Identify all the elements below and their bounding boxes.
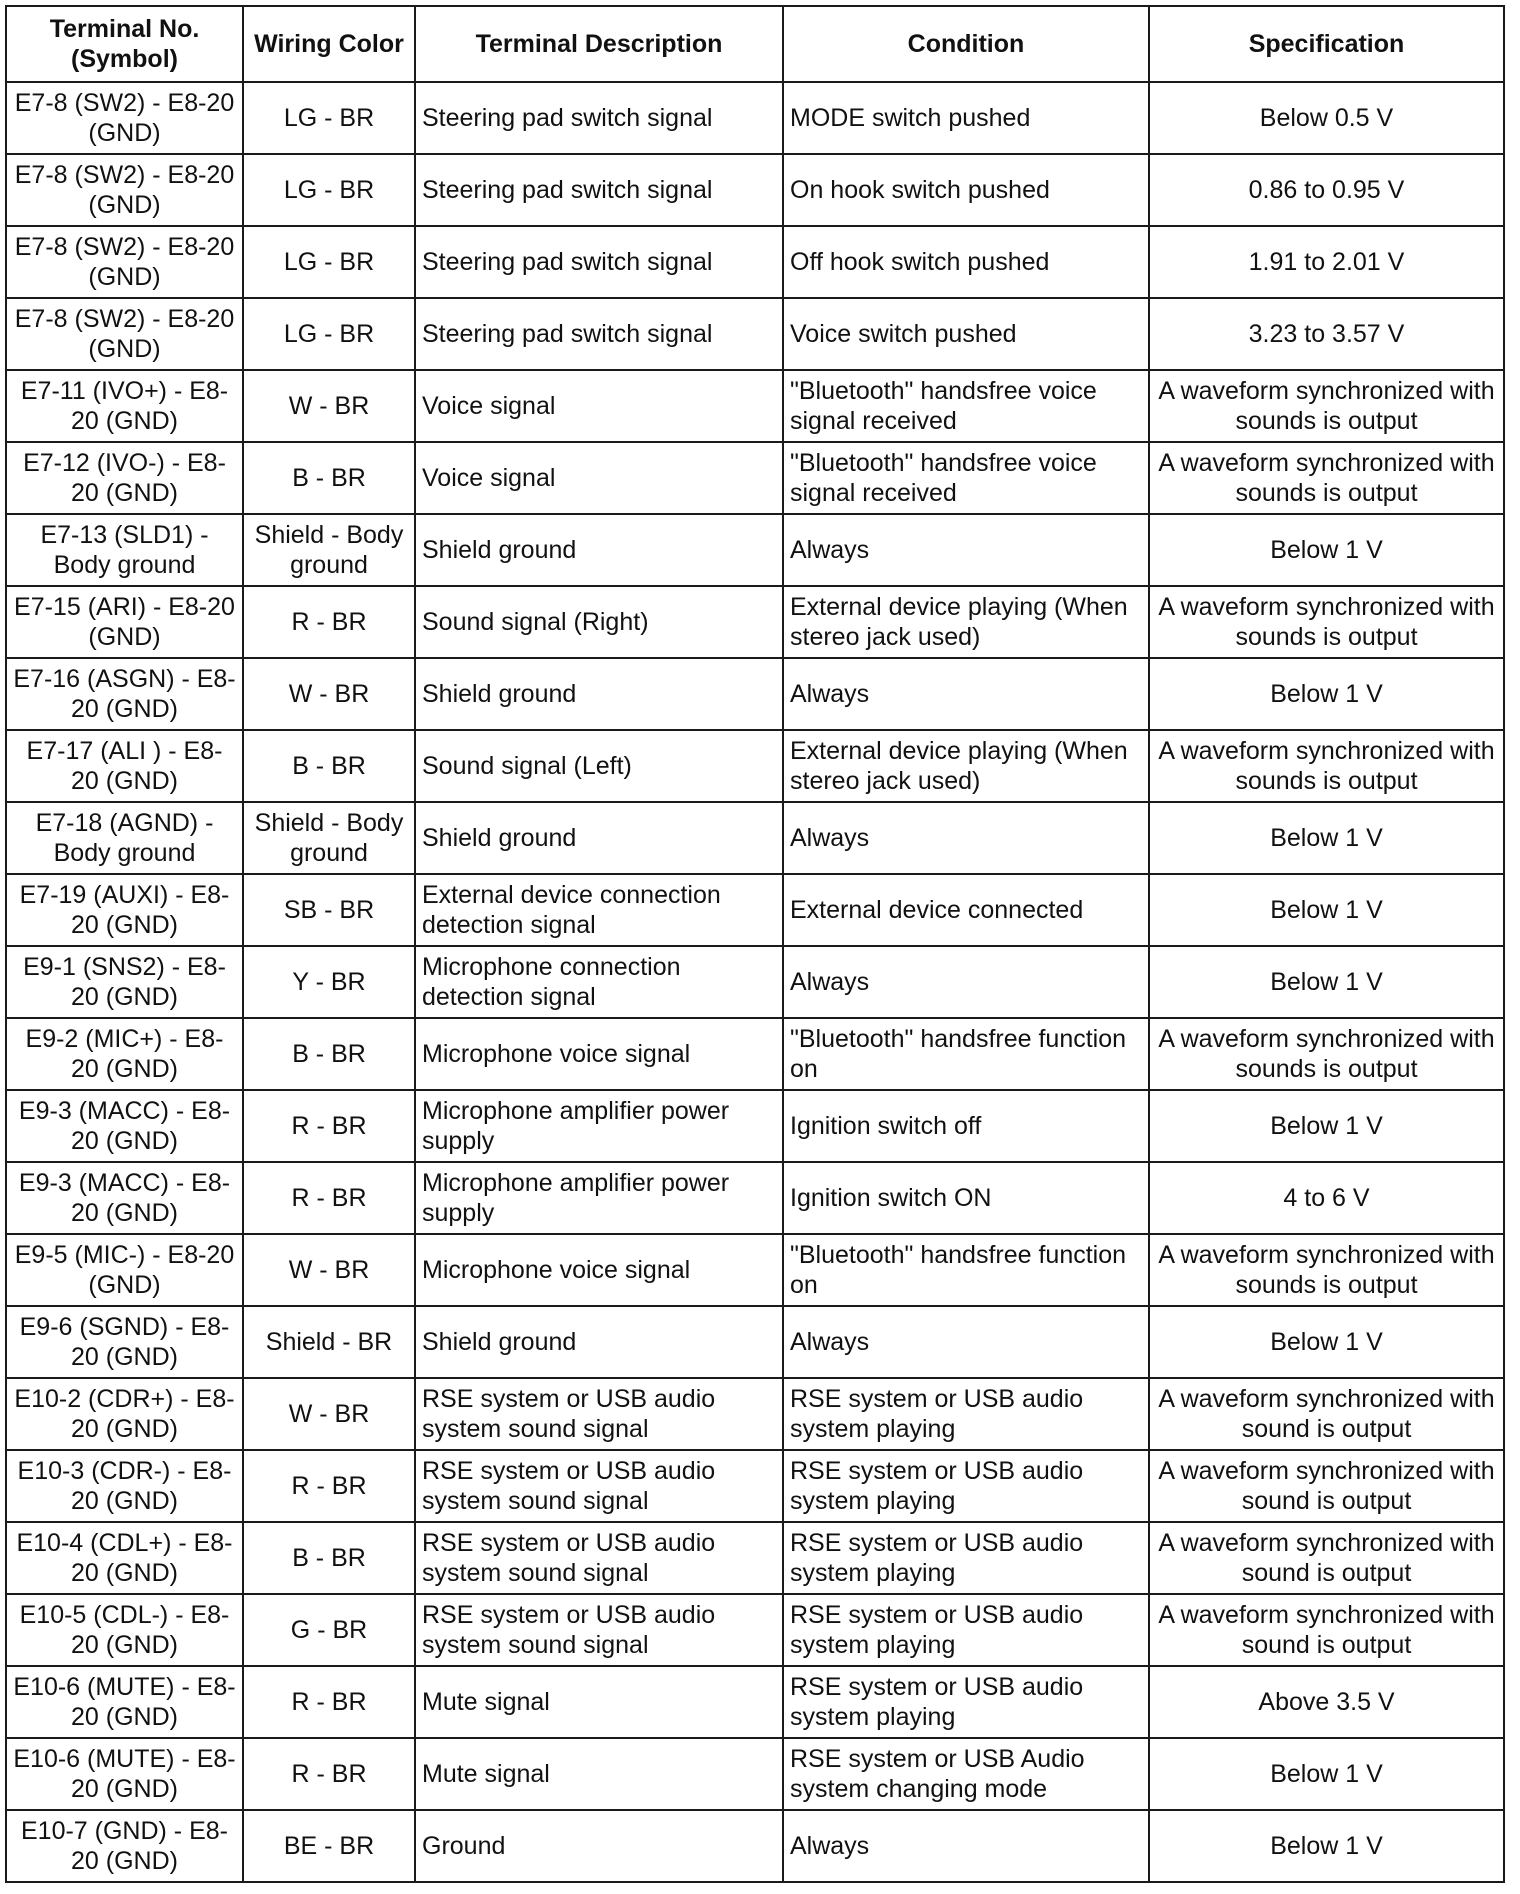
table-row (6, 730, 1504, 802)
terminal-cell: E7-15 (ARI) - E8-20 (GND) (6, 586, 243, 658)
description-cell: Shield ground (415, 658, 783, 730)
terminal-spec-table (5, 5, 1505, 1883)
table-row (6, 1810, 1504, 1882)
specification-cell: A waveform synchronized with sounds is output (1149, 442, 1504, 514)
terminal-cell: E9-1 (SNS2) - E8-20 (GND) (6, 946, 243, 1018)
specification-cell: A waveform synchronized with sounds is output (1149, 370, 1504, 442)
condition-cell: External device playing (When stereo jack used) (783, 730, 1149, 802)
specification-cell: Below 1 V (1149, 1738, 1504, 1810)
wiring-color-cell: LG - BR (243, 154, 415, 226)
table-row (6, 514, 1504, 586)
specification-cell: Below 1 V (1149, 1090, 1504, 1162)
specification-cell: 0.86 to 0.95 V (1149, 154, 1504, 226)
wiring-color-cell: R - BR (243, 1666, 415, 1738)
specification-cell: A waveform synchronized with sound is output (1149, 1450, 1504, 1522)
description-cell: Voice signal (415, 442, 783, 514)
terminal-cell: E9-5 (MIC-) - E8-20 (GND) (6, 1234, 243, 1306)
specification-cell: Below 1 V (1149, 1810, 1504, 1882)
terminal-cell: E7-16 (ASGN) - E8-20 (GND) (6, 658, 243, 730)
wiring-color-cell: B - BR (243, 1522, 415, 1594)
wiring-color-cell: R - BR (243, 1162, 415, 1234)
description-cell: Ground (415, 1810, 783, 1882)
specification-cell: 1.91 to 2.01 V (1149, 226, 1504, 298)
description-cell: Shield ground (415, 802, 783, 874)
table-row (6, 1234, 1504, 1306)
wiring-color-cell: W - BR (243, 658, 415, 730)
condition-cell: On hook switch pushed (783, 154, 1149, 226)
table-row (6, 1018, 1504, 1090)
condition-cell: "Bluetooth" handsfree voice signal received (783, 442, 1149, 514)
terminal-cell: E9-6 (SGND) - E8-20 (GND) (6, 1306, 243, 1378)
table-row (6, 1090, 1504, 1162)
specification-cell: A waveform synchronized with sound is output (1149, 1522, 1504, 1594)
terminal-cell: E7-19 (AUXI) - E8-20 (GND) (6, 874, 243, 946)
table-row (6, 226, 1504, 298)
specification-cell: A waveform synchronized with sounds is output (1149, 1234, 1504, 1306)
condition-cell: Always (783, 514, 1149, 586)
condition-cell: Ignition switch off (783, 1090, 1149, 1162)
description-cell: RSE system or USB audio system sound signal (415, 1594, 783, 1666)
condition-cell: Always (783, 946, 1149, 1018)
table-row (6, 1450, 1504, 1522)
terminal-cell: E9-2 (MIC+) - E8-20 (GND) (6, 1018, 243, 1090)
description-cell: Microphone connection detection signal (415, 946, 783, 1018)
description-cell: Shield ground (415, 1306, 783, 1378)
terminal-cell: E10-5 (CDL-) - E8-20 (GND) (6, 1594, 243, 1666)
description-cell: Voice signal (415, 370, 783, 442)
terminal-cell: E7-8 (SW2) - E8-20 (GND) (6, 298, 243, 370)
specification-cell: Below 1 V (1149, 946, 1504, 1018)
description-cell: RSE system or USB audio system sound signal (415, 1378, 783, 1450)
wiring-color-cell: W - BR (243, 1234, 415, 1306)
table-body (6, 82, 1504, 1882)
header-condition: Condition (783, 6, 1149, 82)
description-cell: Mute signal (415, 1738, 783, 1810)
header-specification: Specification (1149, 6, 1504, 82)
wiring-color-cell: R - BR (243, 1738, 415, 1810)
wiring-color-cell: LG - BR (243, 226, 415, 298)
header-wiring-color: Wiring Color (243, 6, 415, 82)
terminal-cell: E7-12 (IVO-) - E8-20 (GND) (6, 442, 243, 514)
description-cell: Sound signal (Right) (415, 586, 783, 658)
wiring-color-cell: G - BR (243, 1594, 415, 1666)
specification-cell: A waveform synchronized with sounds is output (1149, 1018, 1504, 1090)
condition-cell: "Bluetooth" handsfree function on (783, 1018, 1149, 1090)
wiring-color-cell: R - BR (243, 1090, 415, 1162)
table-row (6, 1522, 1504, 1594)
condition-cell: "Bluetooth" handsfree voice signal received (783, 370, 1149, 442)
wiring-color-cell: SB - BR (243, 874, 415, 946)
terminal-cell: E10-6 (MUTE) - E8-20 (GND) (6, 1738, 243, 1810)
description-cell: Microphone amplifier power supply (415, 1090, 783, 1162)
condition-cell: External device playing (When stereo jack used) (783, 586, 1149, 658)
condition-cell: RSE system or USB audio system playing (783, 1522, 1149, 1594)
description-cell: Steering pad switch signal (415, 154, 783, 226)
terminal-cell: E7-8 (SW2) - E8-20 (GND) (6, 226, 243, 298)
description-cell: Microphone amplifier power supply (415, 1162, 783, 1234)
description-cell: Mute signal (415, 1666, 783, 1738)
terminal-cell: E9-3 (MACC) - E8-20 (GND) (6, 1090, 243, 1162)
wiring-color-cell: B - BR (243, 1018, 415, 1090)
terminal-cell: E10-3 (CDR-) - E8-20 (GND) (6, 1450, 243, 1522)
table-row (6, 154, 1504, 226)
condition-cell: RSE system or USB audio system playing (783, 1594, 1149, 1666)
table-row (6, 946, 1504, 1018)
condition-cell: RSE system or USB audio system playing (783, 1378, 1149, 1450)
terminal-cell: E10-2 (CDR+) - E8-20 (GND) (6, 1378, 243, 1450)
condition-cell: RSE system or USB Audio system changing mode (783, 1738, 1149, 1810)
terminal-cell: E7-8 (SW2) - E8-20 (GND) (6, 154, 243, 226)
description-cell: Steering pad switch signal (415, 226, 783, 298)
description-cell: Steering pad switch signal (415, 298, 783, 370)
wiring-color-cell: Shield - Body ground (243, 514, 415, 586)
wiring-color-cell: LG - BR (243, 82, 415, 154)
table-row (6, 1666, 1504, 1738)
terminal-cell: E10-4 (CDL+) - E8-20 (GND) (6, 1522, 243, 1594)
condition-cell: Always (783, 802, 1149, 874)
table-row (6, 1594, 1504, 1666)
terminal-cell: E7-18 (AGND) - Body ground (6, 802, 243, 874)
description-cell: Microphone voice signal (415, 1234, 783, 1306)
terminal-cell: E7-17 (ALI ) - E8-20 (GND) (6, 730, 243, 802)
wiring-color-cell: Y - BR (243, 946, 415, 1018)
description-cell: Microphone voice signal (415, 1018, 783, 1090)
wiring-color-cell: Shield - BR (243, 1306, 415, 1378)
specification-cell: A waveform synchronized with sound is output (1149, 1378, 1504, 1450)
specification-cell: Below 1 V (1149, 658, 1504, 730)
condition-cell: External device connected (783, 874, 1149, 946)
table-row (6, 1162, 1504, 1234)
terminal-cell: E9-3 (MACC) - E8-20 (GND) (6, 1162, 243, 1234)
specification-cell: A waveform synchronized with sounds is output (1149, 586, 1504, 658)
table-row (6, 874, 1504, 946)
wiring-color-cell: B - BR (243, 442, 415, 514)
description-cell: External device connection detection signal (415, 874, 783, 946)
description-cell: Shield ground (415, 514, 783, 586)
table-row (6, 1378, 1504, 1450)
condition-cell: RSE system or USB audio system playing (783, 1450, 1149, 1522)
table-row (6, 442, 1504, 514)
table-row (6, 370, 1504, 442)
description-cell: Sound signal (Left) (415, 730, 783, 802)
table-row (6, 658, 1504, 730)
wiring-color-cell: R - BR (243, 1450, 415, 1522)
condition-cell: Voice switch pushed (783, 298, 1149, 370)
wiring-color-cell: LG - BR (243, 298, 415, 370)
wiring-color-cell: W - BR (243, 370, 415, 442)
specification-cell: Below 0.5 V (1149, 82, 1504, 154)
specification-cell: Below 1 V (1149, 802, 1504, 874)
specification-cell: Below 1 V (1149, 1306, 1504, 1378)
terminal-cell: E10-7 (GND) - E8-20 (GND) (6, 1810, 243, 1882)
wiring-color-cell: B - BR (243, 730, 415, 802)
wiring-color-cell: W - BR (243, 1378, 415, 1450)
terminal-cell: E10-6 (MUTE) - E8-20 (GND) (6, 1666, 243, 1738)
terminal-cell: E7-13 (SLD1) - Body ground (6, 514, 243, 586)
wiring-color-cell: BE - BR (243, 1810, 415, 1882)
specification-cell: A waveform synchronized with sounds is output (1149, 730, 1504, 802)
table-row (6, 82, 1504, 154)
table-row (6, 586, 1504, 658)
terminal-cell: E7-11 (IVO+) - E8-20 (GND) (6, 370, 243, 442)
table-row (6, 802, 1504, 874)
specification-cell: Below 1 V (1149, 874, 1504, 946)
terminal-cell: E7-8 (SW2) - E8-20 (GND) (6, 82, 243, 154)
specification-cell: 4 to 6 V (1149, 1162, 1504, 1234)
header-row (6, 6, 1504, 82)
description-cell: Steering pad switch signal (415, 82, 783, 154)
specification-cell: Below 1 V (1149, 514, 1504, 586)
condition-cell: Off hook switch pushed (783, 226, 1149, 298)
table-row (6, 1306, 1504, 1378)
header-terminal-description: Terminal Description (415, 6, 783, 82)
wiring-color-cell: R - BR (243, 586, 415, 658)
condition-cell: "Bluetooth" handsfree function on (783, 1234, 1149, 1306)
specification-cell: A waveform synchronized with sound is output (1149, 1594, 1504, 1666)
description-cell: RSE system or USB audio system sound signal (415, 1450, 783, 1522)
condition-cell: MODE switch pushed (783, 82, 1149, 154)
condition-cell: Always (783, 1306, 1149, 1378)
header-terminal-no: Terminal No. (Symbol) (6, 6, 243, 82)
table-row (6, 298, 1504, 370)
table-row (6, 1738, 1504, 1810)
specification-cell: Above 3.5 V (1149, 1666, 1504, 1738)
wiring-color-cell: Shield - Body ground (243, 802, 415, 874)
description-cell: RSE system or USB audio system sound signal (415, 1522, 783, 1594)
specification-cell: 3.23 to 3.57 V (1149, 298, 1504, 370)
condition-cell: Always (783, 658, 1149, 730)
condition-cell: Ignition switch ON (783, 1162, 1149, 1234)
condition-cell: Always (783, 1810, 1149, 1882)
condition-cell: RSE system or USB audio system playing (783, 1666, 1149, 1738)
